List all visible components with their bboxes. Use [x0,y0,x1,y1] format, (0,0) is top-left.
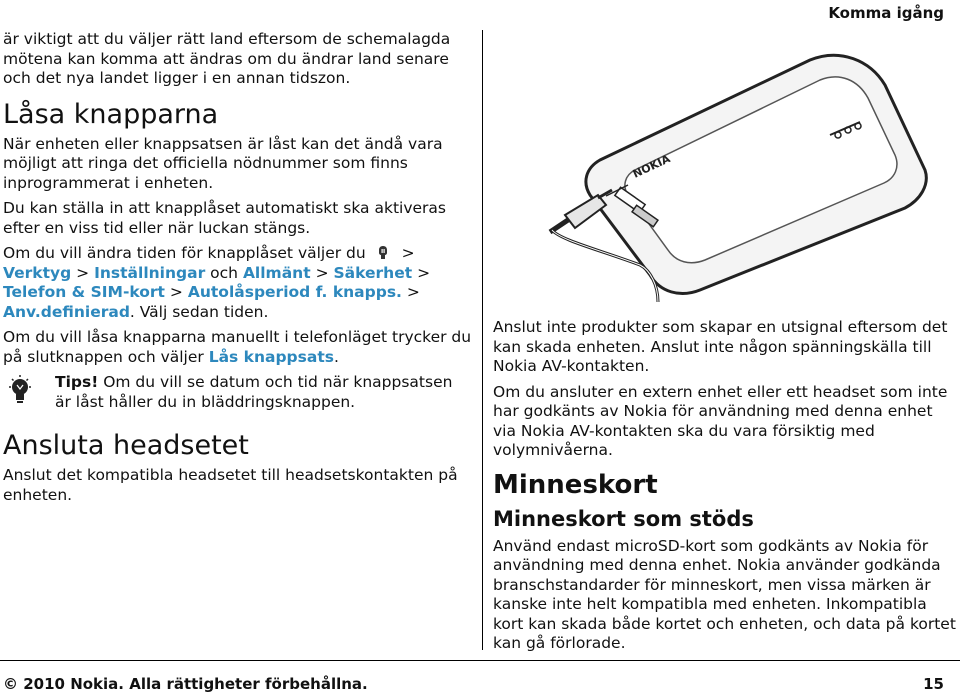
lock-paragraph-3: Om du vill ändra tiden för knapplåset väljer du > Verktyg > Inställningar och Allmänt > Säkerhet > Telefon & SIM-kort > Autolåsperiod f. knapps. > Anv.definierad. Välj sedan tiden. [3,244,431,321]
section-header: Komma igång [828,4,944,22]
nav-anv-definierad[interactable]: Anv.definierad [3,302,130,321]
nav-verktyg[interactable]: Verktyg [3,263,72,282]
nav-allmant[interactable]: Allmänt [242,263,311,282]
memory-paragraph: Använd endast microSD-kort som godkänts av Nokia för användning med denna enhet. Nokia använder godkända branschstandarder för minneskort, men vissa märken är kanske inte helt kompatibla med enheten. Inkompatibla kort kan skada både kortet och enheten, och data på kortet kan gå förlorade. [493,536,956,652]
lightbulb-icon [5,373,35,407]
lock-paragraph-2: Du kan ställa in att knapplåset automatiskt ska aktiveras efter en viss tid eller när luckan stängs. [3,199,446,237]
footer-rule [0,660,960,661]
brand-label: NOKIA [630,152,673,181]
page-number: 15 [923,675,944,693]
column-divider [482,30,483,650]
left-column [3,30,473,511]
headset-paragraph: Anslut det kompatibla headsetet till headsetskontakten på enheten. [3,466,458,504]
lock-paragraph-1: När enheten eller knappsatsen är låst kan det ändå vara möjligt att ringa det officiella nödnummer som finns inprogrammerat i enheten. [3,134,443,192]
headset-heading: Ansluta headsetet [3,430,249,461]
right-paragraph-2: Om du ansluter en extern enhet eller ett headset som inte har godkänts av Nokia för användning med denna enhet via Nokia AV-kontakten ska du vara försiktig med volymnivåerna. [493,382,948,459]
nav-installningar[interactable]: Inställningar [94,263,206,282]
nav-autolasperiod[interactable]: Autolåsperiod f. knapps. [187,283,402,301]
lock-keys-heading: Låsa knapparna [3,98,219,130]
intro-paragraph: är viktigt att du väljer rätt land eftersom de schemalagda mötena kan komma att ändras om du ändrar land senare och det nya landet ligger i en annan tidszon. [3,30,451,87]
tips-box [3,373,473,412]
right-column [493,318,959,660]
nav-las-knappsats[interactable]: Lås knappsats [208,347,334,366]
nav-sakerhet[interactable]: Säkerhet [333,263,413,282]
lock-paragraph-4: Om du vill låsa knapparna manuellt i telefonläget trycker du på slutknappen och väljer Lås knappsats. [3,328,472,366]
memory-card-heading: Minneskort [493,469,658,500]
menu-key-icon [375,245,391,261]
nav-telefon-sim[interactable]: Telefon & SIM-kort [3,283,165,301]
footer [0,660,960,695]
tips-text: Om du vill se datum och tid när knappsatsen är låst håller du in bläddringsknappen. [55,373,453,411]
supported-cards-heading: Minneskort som stöds [493,506,754,531]
right-paragraph-1: Anslut inte produkter som skapar en utsignal eftersom det kan skada enheten. Anslut inte någon spänningskälla till Nokia AV-kontakten. [493,318,948,375]
copyright: © 2010 Nokia. Alla rättigheter förbehållna. [3,675,368,693]
tips-label: Tips! [55,373,99,391]
phone-headset-illustration [540,40,940,310]
